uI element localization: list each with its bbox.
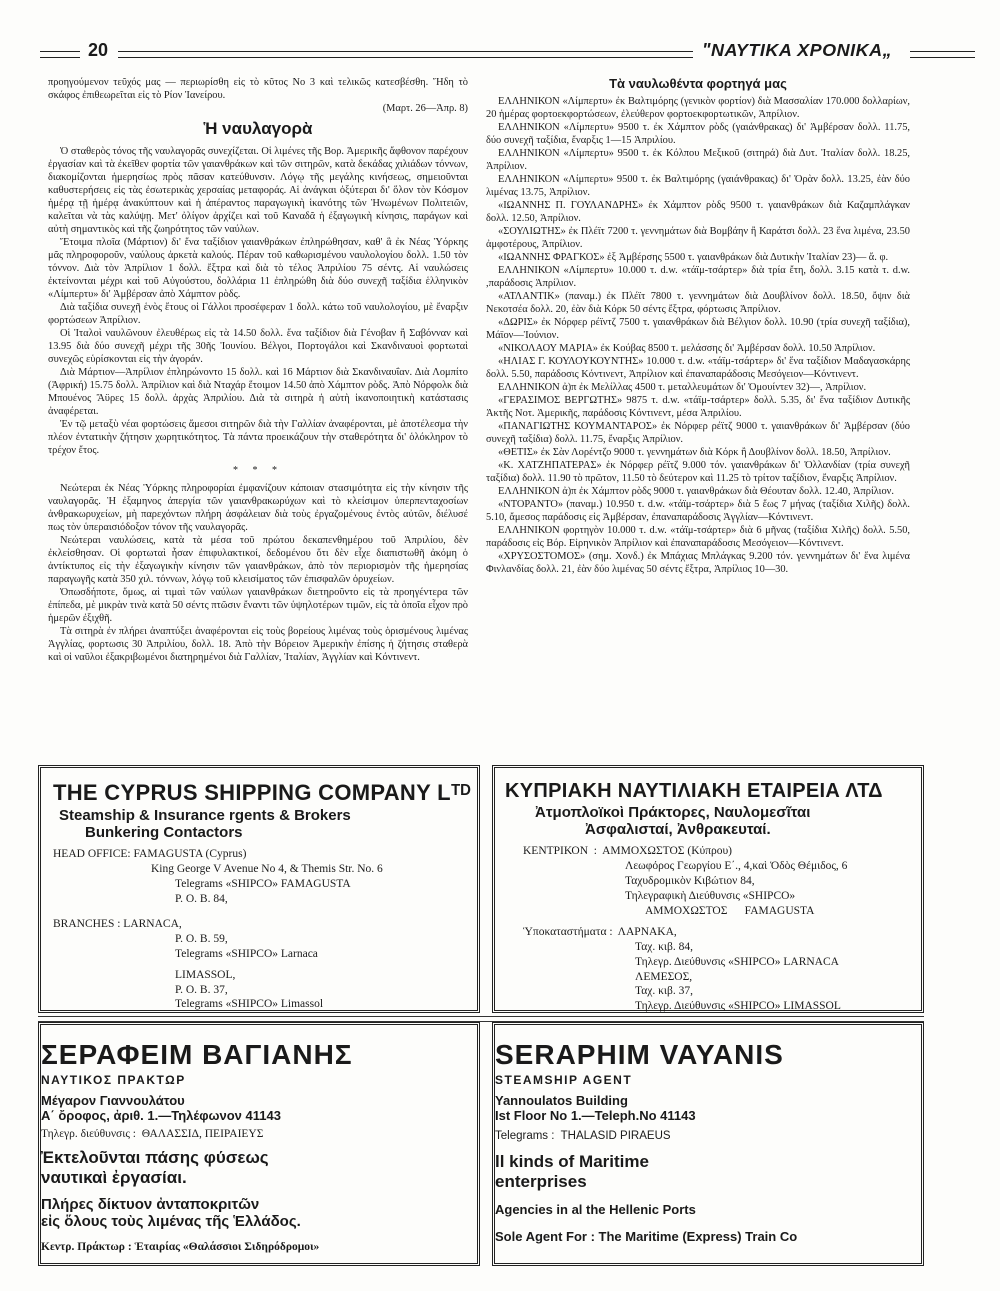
- vayanis-telegram-english: Telegrams : THALASID PIRAEUS: [495, 1130, 671, 1142]
- intro-date: (Μαρτ. 26—Ἀπρ. 8): [382, 103, 468, 114]
- company-bunkering: Bunkering Contactors: [85, 824, 243, 841]
- charter-list: [486, 95, 910, 576]
- paragraph: ΕΛΛΗΝΙΚΟΝ «Λίμπερτυ» 9500 τ. ἐκ Χάμπτον ρὸδς (γαιάνθρακας) δι' Ἀμβέρσαν δολλ. 11.75, δύο συνεχῆ ταξίδια, ἔναρξις 1—15 Ἀπριλίου.: [486, 122, 910, 146]
- header-rule-right: [910, 51, 975, 58]
- central-pob-greek: Ταχυδρομικὸν Κιβώτιον 84,: [625, 874, 755, 887]
- head-office-address: King George V Avenue No 4, & Themis Str. No. 6: [151, 862, 383, 875]
- paragraph: Ἐν τῷ μεταξὺ νέαι φορτώσεις ἄμεσοι σιτηρῶν διὰ τὴν Γαλλίαν ἀναφέρονται, μὲ ἀποτέλεσμα τὴν πλέον ἐντατικὴν ζήτησιν χωρητικότητος. Τὰ πάντα προεικάζουν τὴν σταθερότητα δι' ὁλόκληρον τὸ τρέχον ἔτος.: [48, 419, 468, 456]
- vayanis-agent-english: Sole Agent For : The Maritime (Express) Train Co: [495, 1228, 798, 1244]
- company-services-greek: Ἀτμοπλοϊκοὶ Πράκτορες, Ναυλομεσῖται: [535, 804, 811, 821]
- chartered-ships-heading: Τὰ ναυλωθέντα φορτηγά μας: [609, 76, 787, 91]
- vayanis-slogan-3: Πλήρες δίκτυον ἀνταποκριτῶν: [41, 1195, 260, 1213]
- paragraph: Ὁπωσδήποτε, ὅμως, αἱ τιμαὶ τῶν ναύλων γαιανθράκων διετηροῦντο εἰς τὰ προηγέντερα τῶν ἐπίπεδα, μὲ μικρὰν τινὰ κατὰ 50 σέντς πτῶσιν ἔναντι τῶν ὑψηλοτέρων τιμῶν, εἰς τὰ ὁποῖα εἶχον πρὸ ἡμερῶν ἐξιχθῆ.: [48, 586, 468, 624]
- paragraph: «ΔΩΡΙΣ» ἐκ Νόρφερ ρέϊντζ 7500 τ. γαιανθράκων διὰ Βέλγιον δολλ. 10.90 (τρία συνεχῆ ταξίδια), Μάϊον—Ἰούνιον.: [486, 317, 910, 341]
- paragraph: ΕΛΛΗΝΙΚΟΝ «Λίμπερτυ» 9500 τ. ἐκ Βαλτιμόρης (γαιάνθρακας) δι' Ὀρὰν δολλ. 13.25, ἐὰν δύο λιμένας 13.75, Ἀπρίλιον.: [486, 174, 910, 198]
- paragraph: Ἕτοιμα πλοῖα (Μάρτιον) δι' ἕνα ταξίδιον γαιανθράκων ἐπληρώθησαν, καθ' ἃ ἐκ Νέας Ὑόρκης μᾶς πληροφοροῦν, ναύλους ἀρκετὰ καλούς. Πέραν τοῦ καθωρισμένου ναυλολογίου δολλ. 1.50 τὸν τόννον. Διὰ τὸν Ἀπρίλιον 1 δολλ. ἔξτρα καὶ διὰ τὸ τέλος Ἀπριλίου 75 σέντς. Αἱ ναυλώσεις ἐκτείνονται μέχρι καὶ τοῦ Αὐγούστου, δολλάρια 11 ἐπληρώθη διὰ δύο συνεχῆ ταξίδια ἑλληνικὸν «Λίμπερτυ» δι' Ἀμβέρσαν ἀπὸ Χάμπτον ρὸδς.: [48, 237, 468, 300]
- paragraph: «ΗΛΙΑΣ Γ. ΚΟΥΛΟΥΚΟΥΝΤΗΣ» 10.000 τ. d.w. «τάϊμ-τσάρτερ» δι' ἕνα ταξίδιον Μαδαγασκάρης δολλ. 5.50, παράδοσις Κόντινεντ, Ἀπρίλιον καὶ ἐπαναπαράδοσις Μεσόγειον—Κόντινεντ.: [486, 356, 910, 380]
- paragraph: ΕΛΛΗΝΙΚΟΝ «Λίμπερτυ» 9500 τ. ἐκ Κόλπου Μεξικοῦ (σιτηρά) διὰ Δυτ. Ἰταλίαν δολλ. 18.25, Ἀπρίλιον.: [486, 148, 910, 172]
- vayanis-ad-english: [492, 1022, 924, 1266]
- intro-text: προηγούμενον τεῦχός μας — περιωρίσθη εἰς τὸ κῦτος Νο 3 καὶ τελικῶς κατεσβέσθη. Ἤδη τὸ σκάφος ἐπιθεωρεῖται εἰς τὸ Ρίον Ἰανείρου.: [48, 77, 468, 101]
- company-name: THE CYPRUS SHIPPING COMPANY Lᵀᴰ: [53, 780, 471, 805]
- paragraph: ΕΛΛΗΝΙΚΟΝ «Λίμπερτυ» 10.000 τ. d.w. «τάϊμ-τσάρτερ» διὰ τρία ἔτη, δολλ. 3.15 κατὰ τ. d.w. ,παράδοσις Ἀπρίλιον.: [486, 265, 910, 289]
- paragraph: Ὁ σταθερὸς τόνος τῆς ναυλαγορᾶς συνεχίζεται. Οἱ λιμένες τῆς Βορ. Ἀμερικῆς ἄφθονον παρέχουν ἐργασίαν καὶ τὰ ἐκεῖθεν φορτία τῶν γαιανθράκων καὶ τῶν σιτηρῶν, κατὰ δεκάδας χιλιάδων τόννων, διακομίζονται ἡμερησίως πρὸς πᾶσαν κατεύθυνσιν. Λόγῳ τῆς μεγάλης κινήσεως, σημειοῦνται καθυστερήσεις εἰς τὰς ἐσωτερικὰς χερσαίας μεταφοράς. Αἱ ἀνάγκαι ὀξύτεραι δι' ὅλον τὸν Κόσμον ἡμέρᾳ τῇ ἡμέρᾳ ἀνακύπτουν καὶ ἡ ἀπέραντος παραγωγικὴ ἱκανότης τῶν Ἡνωμένων Πολιτειῶν, καλεῖται νὰ τὰς καλύψῃ. Μετ' ὀλίγον ἀρχίζει καὶ τοῦ Καναδᾶ ἡ ἐξαγωγικὴ κίνησις, παράγων καὶ αὐτὴ σημαντικὸς καὶ τῆς ζωηρότητος τῶν ναύλων.: [48, 146, 468, 235]
- paragraph: Νεώτεραι ἐκ Νέας Ὑόρκης πληροφορίαι ἐμφανίζουν κάποιαν στασιμότητα εἰς τὴν κίνησιν τῆς ναυλαγορᾶς. Ἡ ἐξαμηνος ἀπεργία τῶν γαιανθρακωρύχων καὶ τὸ κλείσιμον ὑπερπενταχοσίων ἀνθρακωρυχείων, μὴ παρεχόντων πλήρη ἀσφάλειαν διὰ τοὺς ἐργαζομένους ἐντὸς αὐτῶν, διέλυσέ πως τὸν ὑπεραισιόδοξον τόνον τῆς ναυλαγορᾶς.: [48, 482, 468, 533]
- vayanis-telegram-greek: Τηλεγρ. διεύθυνσις : ΘΑΛΑΣΣΙΔ, ΠΕΙΡΑΙΕΥΣ: [41, 1128, 264, 1140]
- paragraph: ΕΛΛΗΝΙΚΟΝ φορτηγὸν 10.000 τ. d.w. «τάϊμ-τσάρτερ» διὰ 6 μῆνας (ταξίδια Χιλῆς) δολλ. 5.50, παράδοσις εἰς Βόρ. Εἰρηνικὸν Ἀπρίλιον καὶ ἐπαναπαράδοσις Μεσόγειον—Κόντινεντ.: [486, 525, 910, 549]
- paragraph: «ΧΡΥΣΟΣΤΟΜΟΣ» (σημ. Χονδ.) ἐκ Μπάχιας Μπλάγκας 9.200 τόν. γεννημάτων δι' ἕνα λιμένα Φινλανδίας δολλ. 21, ἐὰν δύο λιμένας 50 σέντς ἔξτρα, Ἀπρίλιος 10—30.: [486, 551, 910, 575]
- vayanis-floor-english: Ist Floor No 1.—Teleph.No 41143: [495, 1108, 696, 1123]
- vayanis-title-greek: ΝΑΥΤΙΚΟΣ ΠΡΑΚΤΩΡ: [41, 1073, 186, 1087]
- article-body-continued: [48, 482, 468, 664]
- paragraph: ΕΛΛΗΝΙΚΟΝ «Λίμπερτυ» ἐκ Βαλτιμόρης (γενικὸν φορτίον) διὰ Μασσαλίαν 170.000 δολλαρίων, 20 ἡμέρας φορτοεκφορτώσεων, ἐλεύθερον φορτοεκφορτωτικῶν, Ἀπρίλιον.: [486, 96, 910, 120]
- vayanis-building-english: Yannoulatos Building: [495, 1093, 628, 1108]
- left-column: [48, 76, 468, 664]
- cyprus-shipping-ad-greek: [492, 765, 924, 1013]
- limassol-pob: P. O. B. 37,: [175, 983, 228, 996]
- paragraph: ΕΛΛΗΝΙΚΟΝ ἀ)π ἐκ Χάμπτον ρὸδς 9000 τ. γαιανθράκων διὰ Θέουταν δολλ. 12.40, Ἀπρίλιον.: [498, 486, 894, 497]
- larnaca-pob-greek: Ταχ. κιβ. 84,: [635, 940, 693, 953]
- freight-market-heading: Ἡ ναυλαγορὰ: [203, 119, 313, 138]
- paragraph: «ΣΟΥΛΙΩΤΗΣ» ἐκ Πλέϊτ 7200 τ. γεννημάτων διὰ Βομβάην ἢ Καράτσι δολλ. 23 ἕνα λιμένα, 23.50 ἀμφοτέρους, Ἀπρίλιον.: [486, 226, 910, 250]
- paragraph: Οἱ Ἰταλοὶ ναυλῶνουν ἐλευθέρως εἰς τὰ 14.50 δολλ. ἕνα ταξίδιον διὰ Γένοβαν ἢ Σαβόνναν καὶ 13.95 διὰ δύο συνεχῆ μέχρι τῆς 30ῆς Ἰουνίου. Βέλγοι, Πορτογάλοι καὶ Σκανδιναυοὶ φορτωταὶ συνεχῶς εὑρίσκονται εἰς τὴν ἀγοράν.: [48, 328, 468, 365]
- company-services: Steamship & Insurance rgents & Brokers: [59, 807, 351, 824]
- vayanis-slogan-4: εἰς ὅλους τοὺς λιμένας τῆς Ἑλλάδος.: [41, 1212, 301, 1230]
- central-office-greek: ΚΕΝΤΡΙΚΟΝ : ΑΜΜΟΧΩΣΤΟΣ (Κύπρου): [523, 845, 733, 857]
- vayanis-slogan-en-1: ll kinds of Maritime: [495, 1151, 649, 1171]
- right-column: [486, 76, 910, 576]
- magazine-title: "ΝΑΥΤΙΚΑ ΧΡΟΝΙΚΑ„: [702, 40, 893, 60]
- paragraph: Νεώτεραι ναυλώσεις, κατὰ τὰ μέσα τοῦ πρώτου δεκαπενθημέρου τοῦ Ἀπριλίου, δὲν ἐκλείσθησαν. Οἱ φορτωταὶ ἦσαν ἐπιφυλακτικοί, δεδομένου ὅτι δὲν εἶχε διαπιστωθῆ ἀκόμη ὁ ἀντίκτυπος εἰς τὴν ἐξαγωγικὴν κίνησιν τῶν γαιανθράκων, ἀπὸ τὸν περιορισμὸν τῆς ἡμερησίας παραγωγῆς κατὰ 350 χιλ. τόννων, λόγῳ τοῦ κλεισίματος τῶν ἐπισφαλῶν ὀρυχείων.: [48, 534, 468, 585]
- paragraph: «ΠΑΝΑΓΙΩΤΗΣ ΚΟΥΜΑΝΤΑΡΟΣ» ἐκ Νόρφερ ρέϊτζ 9000 τ. γαιανθράκων δι' Ἀμβέρσαν (δύο συνεχῆ ταξίδια) δολλ. 11.75, ἔναρξις Ἀπρίλιον.: [486, 421, 910, 445]
- limassol-greek: ΛΕΜΕΣΟΣ,: [635, 970, 693, 983]
- branches-greek: Ὑποκαταστήματα : ΛΑΡΝΑΚΑ,: [523, 925, 677, 938]
- vayanis-name-english: SERAPHIM VAYANIS: [495, 1039, 784, 1070]
- page-number: 20: [88, 40, 109, 60]
- company-insurers-greek: Ἀσφαλισταί, Ἀνθρακευταί.: [585, 821, 771, 838]
- central-telegram-greek: Τηλεγραφικὴ Διεύθυνσις «SHIPCO»: [625, 889, 796, 902]
- head-office-telegrams: Telegrams «SHIPCO» FAMAGUSTA: [175, 877, 351, 890]
- header-rule-left: [40, 51, 80, 58]
- paragraph: «ΘΕΤΙΣ» ἐκ Σὰν Λορέντζο 9000 τ. γεννημάτων διὰ Κόρκ ἢ Δουβλίνον δολλ. 18.50, Ἀπρίλιον.: [498, 447, 891, 458]
- paragraph: Τὰ σιτηρὰ ἐν πλήρει ἀναπτύξει ἀναφέρονται εἰς τοὺς βορείους λιμένας τοὺς ὁρισμένους λιμένας Ἀγγλίας, φορτωσις 30 Ἀπριλίου, δολλ. 18. Ἀπὸ τὴν Βόρειον Ἀμερικὴν ἐπίσης ἡ ζήτησις σταθερὰ καὶ οἱ ναῦλοι ἐξακριβωμένοι διατηρημένοι διὰ Γαλλίαν, Ἰταλίαν, Ἀγγλίαν καὶ Κόντινεντ.: [48, 625, 468, 663]
- paragraph: «ΙΩΑΝΝΗΣ ΦΡΑΓΚΟΣ» ἐξ Ἀμβέρσης 5500 τ. γαιανθράκων διὰ Δυτικὴν Ἰταλίαν 23)— ἄ. φ.: [498, 252, 889, 263]
- cyprus-shipping-ad-english: [38, 765, 480, 1013]
- paragraph: «ΙΩΑΝΝΗΣ Π. ΓΟΥΛΑΝΔΡΗΣ» ἐκ Χάμπτον ρὸδς 9500 τ. γαιανθράκων διὰ Καζαμπλάγκαν δολλ. 12.50, Ἀπρίλιον.: [486, 200, 910, 224]
- paragraph: «ΝΙΚΟΛΑΟΥ ΜΑΡΙΑ» ἐκ Κούβας 8500 τ. μελάσσης δι' Ἀμβέρσαν δολλ. 10.50 Ἀπρίλιον.: [498, 343, 876, 354]
- vayanis-ad-greek: [38, 1022, 480, 1266]
- head-office-pob: P. O. B. 84,: [175, 892, 228, 905]
- larnaca-telegram-greek: Τηλεγρ. Διεύθυνσις «SHIPCO» LARNACA: [635, 955, 839, 968]
- central-address-greek: Λεωφόρος Γεωργίου Ε΄., 4,καὶ Ὁδὸς Θέμιδος, 6: [625, 859, 848, 872]
- section-separator: * * *: [233, 465, 283, 476]
- head-office: HEAD OFFICE: FAMAGUSTA (Cyprus): [53, 848, 247, 860]
- vayanis-agent-greek: Κεντρ. Πράκτωρ : Ἑταιρίας «Θαλάσσιοι Σιδηρόδρομοι»: [41, 1240, 320, 1253]
- vayanis-slogan-2: ναυτικαὶ ἐργασίαι.: [41, 1167, 187, 1187]
- article-body: [48, 145, 468, 457]
- header-rule-middle: [118, 51, 693, 58]
- page-header: [40, 40, 975, 68]
- company-name-greek: ΚΥΠΡΙΑΚΗ ΝΑΥΤΙΛΙΑΚΗ ΕΤΑΙΡΕΙΑ ΛΤΔ: [505, 780, 883, 802]
- paragraph: Διὰ Μάρτιον—Ἀπρίλιον ἐπληρώνοντο 15 δολλ. καὶ 16 Μάρτιον διὰ Σκανδιναυΐαν. Διὰ Λομπίτο (Ἀφρική) 15.75 δολλ. Ἀπρίλιον καὶ διὰ Νταχάρ ἕτοιμον 14.50 ἀπὸ Χάμπτον ρὸδς. Ἀπὸ Νόρφολκ διὰ Μπουένος Ἄϋρες 15 δολλ. ἀρχὰς Ἀπριλίου. Διὰ τὰ σιτηρὰ ἡ αὐτὴ ἱκανοποιητικὴ κατάστασις ἀναφέρεται.: [48, 367, 468, 417]
- vayanis-floor-greek: Α΄ ὄροφος, ἀριθ. 1.—Τηλέφωνον 41143: [41, 1108, 281, 1123]
- vayanis-name-greek: ΣΕΡΑΦΕΙΜ ΒΑΓΙΑΝΗΣ: [41, 1039, 353, 1070]
- vayanis-slogan-en-3: Agencies in al the Hellenic Ports: [495, 1201, 696, 1217]
- limassol-pob-greek: Ταχ. κιβ. 37,: [635, 985, 693, 998]
- vayanis-building-greek: Μέγαρον Γιαννουλάτου: [41, 1093, 185, 1108]
- central-city-greek: ΑΜΜΟΧΩΣΤΟΣ FAMAGUSTA: [645, 904, 815, 917]
- paragraph: «ΑΤΛΑΝΤΙΚ» (παναμ.) ἐκ Πλέϊτ 7800 τ. γεννημάτων διὰ Δουβλίνον δολλ. 18.50, ὄψιν διὰ Νεκοτσέα δολλ. 20, ἐὰν διὰ Κόρκ 50 σέντς ἔξτρα, φόρτωσις Ἀπρίλιον.: [486, 291, 910, 315]
- branches-larnaca: BRANCHES : LARNACA,: [53, 917, 182, 930]
- limassol-telegram-greek: Τηλεγρ. Διεύθυνσις «SHIPCO» LIMASSOL: [635, 1000, 841, 1013]
- paragraph: «ΓΕΡΑΣΙΜΟΣ ΒΕΡΓΩΤΗΣ» 9875 τ. d.w. «τάϊμ-τσάρτερ» δολλ. 5.35, δι' ἕνα ταξίδιον Δυτικῆς Ἀκτῆς Νοτ. Ἀμερικῆς, παράδοσις Κόντινεντ, μέσα Ἀπριλίου.: [486, 395, 910, 419]
- paragraph: «Κ. ΧΑΤΖΗΠΑΤΕΡΑΣ» ἐκ Νόρφερ ρέϊτζ 9.000 τόν. γαιανθράκων δι' Ὀλλανδίαν (τρία συνεχῆ ταξίδια) δολλ. 11.90 τὸ πρῶτον, 11.50 τὸ δεύτερον καὶ 11.25 τὸ τρίτον ταξίδιον, ἔναρξις Ἀπρίλιον.: [486, 460, 910, 484]
- larnaca-pob: P. O. B. 59,: [175, 932, 228, 945]
- vayanis-slogan-1: Ἐκτελοῦνται πάσης φύσεως: [41, 1147, 269, 1167]
- limassol-telegrams: Telegrams «SHIPCO» Limassol: [175, 998, 324, 1011]
- vayanis-title-english: STEAMSHIP AGENT: [495, 1073, 633, 1087]
- larnaca-telegrams: Telegrams «SHIPCO» Larnaca: [175, 947, 318, 960]
- paragraph: Διὰ ταξίδια συνεχῆ ἑνὸς ἔτους οἱ Γάλλοι προσέφεραν 1 δολλ. κάτω τοῦ ναυλολογίου, μὲ ἔναρξιν φορτώσεων Ἀπρίλιον.: [48, 302, 468, 326]
- vayanis-slogan-en-2: enterprises: [495, 1171, 587, 1191]
- paragraph: «ΝΤΟΡΑΝΤΟ» (παναμ.) 10.950 τ. d.w. «τάϊμ-τσάρτερ» διὰ 5 ἕως 7 μήνας (ταξίδια Χιλῆς) δολλ. 5.10, ἄμεσος παράδοσις εἰς Ἀμβέρσαν, ἐπαναπαράδοσις Ἀγγλίαν—Κόντινεντ.: [486, 499, 910, 523]
- limassol-branch: LIMASSOL,: [175, 968, 236, 981]
- paragraph: ΕΛΛΗΝΙΚΟΝ ἀ)π ἐκ Μελίλλας 4500 τ. μεταλλευμάτων δι' Ὁμουίντεν 32)—, Ἀπρίλιον.: [498, 382, 867, 393]
